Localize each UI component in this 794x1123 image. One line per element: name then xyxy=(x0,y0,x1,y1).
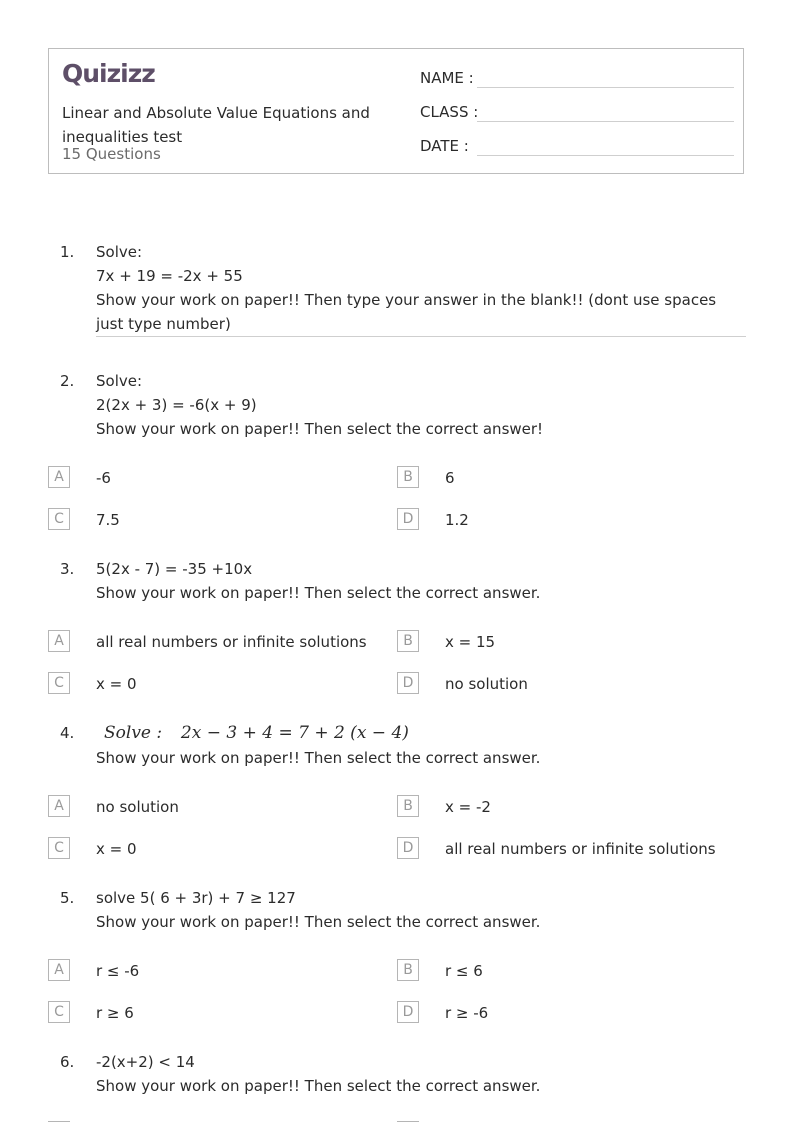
question-line: Show your work on paper!! Then select the correct answer. xyxy=(96,913,541,931)
option-letter-box[interactable]: A xyxy=(48,959,70,981)
option-text: r ≥ -6 xyxy=(445,1004,489,1022)
option-a[interactable] xyxy=(48,466,388,490)
question-line: Show your work on paper!! Then select the correct answer. xyxy=(96,584,541,602)
question-number: 1. xyxy=(60,243,75,261)
option-letter-box[interactable]: C xyxy=(48,1001,70,1023)
question-line: solve 5( 6 + 3r) + 7 ≥ 127 xyxy=(96,889,296,907)
date-line[interactable] xyxy=(477,155,734,156)
question-line: -2(x+2) < 14 xyxy=(96,1053,195,1071)
class-label: CLASS : xyxy=(420,103,479,121)
question-number: 4. xyxy=(60,724,75,742)
question-text xyxy=(96,369,736,441)
question-line: Show your work on paper!! Then type your answer in the blank!! (dont use spaces just type number) xyxy=(96,291,717,333)
option-b[interactable] xyxy=(397,959,737,983)
name-field[interactable] xyxy=(420,66,734,90)
option-letter-box[interactable]: B xyxy=(397,795,419,817)
option-letter-box[interactable]: A xyxy=(48,795,70,817)
option-letter-box[interactable]: A xyxy=(48,630,70,652)
option-d[interactable] xyxy=(397,508,737,532)
option-letter-box[interactable]: D xyxy=(397,508,419,530)
question-text xyxy=(96,557,736,605)
class-field[interactable] xyxy=(420,100,734,124)
question-number: 2. xyxy=(60,372,75,390)
option-a[interactable] xyxy=(48,795,388,819)
option-d[interactable] xyxy=(397,837,737,861)
option-text: r ≤ 6 xyxy=(445,962,483,980)
quizizz-logo: Quizizz xyxy=(62,59,155,88)
option-letter-box[interactable]: C xyxy=(48,672,70,694)
answer-blank[interactable] xyxy=(96,336,746,337)
question-line: Solve: xyxy=(96,372,143,390)
date-label: DATE : xyxy=(420,137,469,155)
date-field[interactable] xyxy=(420,134,734,158)
option-c[interactable] xyxy=(48,508,388,532)
option-text: r ≥ 6 xyxy=(96,1004,134,1022)
option-text: all real numbers or infinite solutions xyxy=(445,840,716,858)
option-text: no solution xyxy=(445,675,528,693)
option-c[interactable] xyxy=(48,1001,388,1025)
option-b[interactable] xyxy=(397,795,737,819)
name-label: NAME : xyxy=(420,69,474,87)
option-letter-box[interactable]: D xyxy=(397,1001,419,1023)
question-text xyxy=(96,1050,736,1098)
option-letter-box[interactable]: B xyxy=(397,466,419,488)
option-letter-box[interactable]: C xyxy=(48,837,70,859)
option-text: x = 15 xyxy=(445,633,496,651)
option-b[interactable] xyxy=(397,466,737,490)
question-line: Show your work on paper!! Then select the correct answer. xyxy=(96,749,541,767)
option-letter-box[interactable]: C xyxy=(48,508,70,530)
option-text: x = 0 xyxy=(96,675,137,693)
option-a[interactable] xyxy=(48,630,388,654)
question-line: Show your work on paper!! Then select the correct answer! xyxy=(96,420,544,438)
class-line[interactable] xyxy=(477,121,734,122)
question-text xyxy=(96,720,736,770)
worksheet-header xyxy=(48,48,744,174)
question-line: 5(2x - 7) = -35 +10x xyxy=(96,560,253,578)
question-number: 3. xyxy=(60,560,75,578)
name-line[interactable] xyxy=(477,87,734,88)
option-b[interactable] xyxy=(397,630,737,654)
option-d[interactable] xyxy=(397,672,737,696)
question-count: 15 Questions xyxy=(62,145,161,163)
option-text: x = -2 xyxy=(445,798,491,816)
option-text: no solution xyxy=(96,798,179,816)
option-text: -6 xyxy=(96,469,111,487)
question-number: 5. xyxy=(60,889,75,907)
option-c[interactable] xyxy=(48,837,388,861)
worksheet-title: Linear and Absolute Value Equations and inequalities test xyxy=(62,104,370,146)
option-text: all real numbers or infinite solutions xyxy=(96,633,367,651)
option-text: r ≤ -6 xyxy=(96,962,140,980)
question-text xyxy=(96,886,736,934)
math-expression: 2x − 3 + 4 = 7 + 2 (x − 4) xyxy=(180,723,409,743)
math-label: Solve : xyxy=(104,723,163,743)
question-line: Solve: xyxy=(96,243,143,261)
option-text: 7.5 xyxy=(96,511,120,529)
option-letter-box[interactable]: D xyxy=(397,672,419,694)
option-letter-box[interactable]: B xyxy=(397,959,419,981)
option-text: x = 0 xyxy=(96,840,137,858)
question-line: Show your work on paper!! Then select the correct answer. xyxy=(96,1077,541,1095)
math-equation xyxy=(96,720,736,746)
option-text: 6 xyxy=(445,469,455,487)
question-number: 6. xyxy=(60,1053,75,1071)
option-a[interactable] xyxy=(48,959,388,983)
question-text xyxy=(96,240,736,336)
option-text: 1.2 xyxy=(445,511,469,529)
option-letter-box[interactable]: B xyxy=(397,630,419,652)
question-line: 7x + 19 = -2x + 55 xyxy=(96,267,243,285)
option-letter-box[interactable]: A xyxy=(48,466,70,488)
option-c[interactable] xyxy=(48,672,388,696)
option-d[interactable] xyxy=(397,1001,737,1025)
option-letter-box[interactable]: D xyxy=(397,837,419,859)
question-line: 2(2x + 3) = -6(x + 9) xyxy=(96,396,257,414)
